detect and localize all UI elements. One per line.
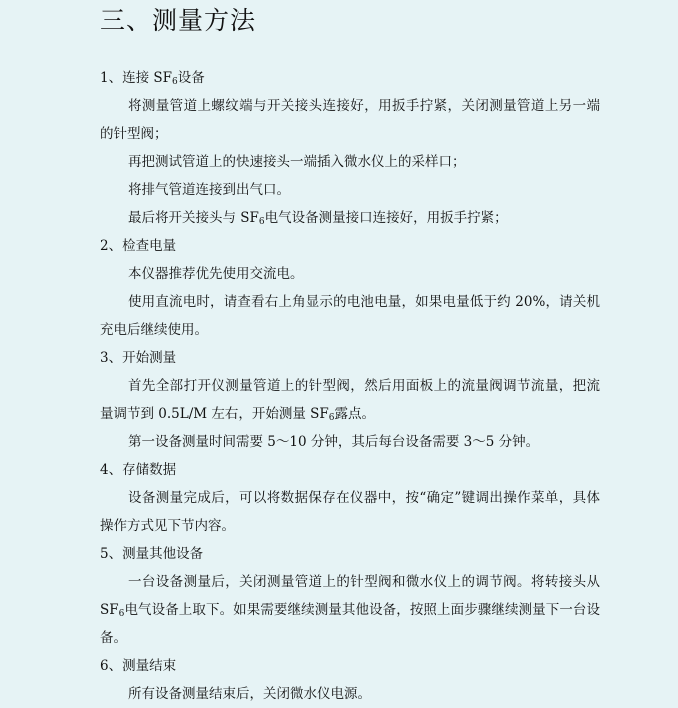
- paragraph: 首先全部打开仪测量管道上的针型阀，然后用面板上的流量阀调节流量，把流量调节到 0.5L/M 左右，开始测量 $SF_6$露点。: [100, 378, 600, 423]
- section-heading: 2、检查电量: [100, 238, 177, 254]
- paragraph: 所有设备测量结束后，关闭微水仪电源。: [128, 686, 371, 702]
- section-heading: 1、连接 $SF_6$设备: [100, 70, 205, 87]
- paragraph: 本仪器推荐优先使用交流电。: [128, 266, 304, 282]
- paragraph: 使用直流电时，请查看右上角显示的电池电量，如果电量低于约 20%，请关机充电后继续使用。: [100, 294, 600, 338]
- paragraph: 设备测量完成后，可以将数据保存在仪器中，按“确定”键调出操作菜单，具体操作方式见下节内容。: [100, 490, 600, 534]
- paragraph: 再把测试管道上的快速接头一端插入微水仪上的采样口；: [128, 154, 466, 170]
- section-start-measurement: [100, 344, 600, 456]
- section-heading: 5、测量其他设备: [100, 546, 204, 562]
- section-measure-other-devices: [100, 540, 600, 652]
- section-end-measurement: [100, 652, 600, 708]
- section-heading: 6、测量结束: [100, 658, 177, 674]
- section-heading: 4、存储数据: [100, 462, 177, 478]
- section-check-battery: [100, 232, 600, 344]
- page-title: 三、测量方法: [100, 6, 257, 35]
- paragraph: 最后将开关接头与 $SF_6$电气设备测量接口连接好，用扳手拧紧；: [128, 210, 508, 227]
- paragraph: 第一设备测量时间需要 5～10 分钟，其后每台设备需要 3～5 分钟。: [128, 434, 540, 450]
- section-store-data: [100, 456, 600, 540]
- document-body: [100, 64, 600, 708]
- paragraph: 将测量管道上螺纹端与开关接头连接好，用扳手拧紧，关闭测量管道上另一端的针型阀；: [100, 98, 600, 142]
- paragraph: 将排气管道连接到出气口。: [128, 182, 290, 198]
- section-heading: 3、开始测量: [100, 350, 177, 366]
- section-connect-device: [100, 64, 600, 232]
- paragraph: 一台设备测量后，关闭测量管道上的针型阀和微水仪上的调节阀。将转接头从 $SF_6$电气设备上取下。如果需要继续测量其他设备，按照上面步骤继续测量下一台设备。: [100, 574, 600, 646]
